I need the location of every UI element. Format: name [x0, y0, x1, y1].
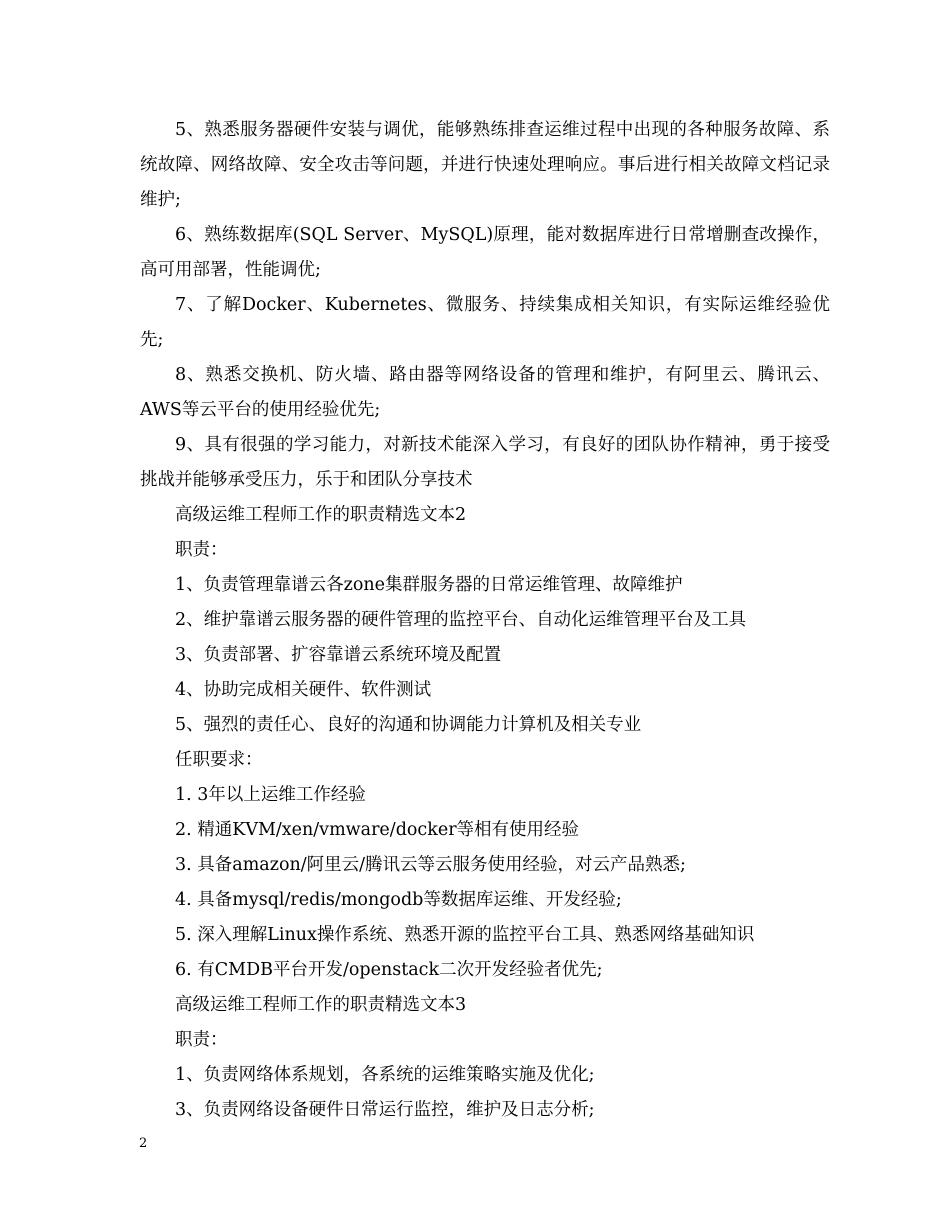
- requirement-item-3: 3. 具备amazon/阿里云/腾讯云等云服务使用经验，对云产品熟悉;: [175, 855, 686, 875]
- duty-item-3: 3、负责部署、扩容靠谱云系统环境及配置: [175, 645, 502, 665]
- duty-item-3-1: 1、负责网络体系规划，各系统的运维策略实施及优化;: [175, 1065, 595, 1085]
- duty-item-4: 4、协助完成相关硬件、软件测试: [175, 680, 432, 700]
- duty-item-3-3: 3、负责网络设备硬件日常运行监控，维护及日志分析;: [175, 1100, 595, 1120]
- page-number: 2: [139, 1136, 148, 1151]
- paragraph-requirement-9: 9、具有很强的学习能力，对新技术能深入学习，有良好的团队协作精神，勇于接受挑战并能够承受压力，乐于和团队分享技术: [140, 435, 830, 490]
- paragraph-requirement-5: 5、熟悉服务器硬件安装与调优，能够熟练排查运维过程中出现的各种服务故障、系统故障、网络故障、安全攻击等问题，并进行快速处理响应。事后进行相关故障文档记录维护;: [140, 120, 830, 210]
- requirement-item-4: 4. 具备mysql/redis/mongodb等数据库运维、开发经验;: [175, 890, 622, 910]
- duties-heading-3: 职责：: [175, 1030, 228, 1050]
- section-title-3: 高级运维工程师工作的职责精选文本3: [175, 995, 467, 1015]
- document-body: [140, 113, 830, 1128]
- requirement-item-2: 2. 精通KVM/xen/vmware/docker等相有使用经验: [175, 820, 580, 840]
- requirement-item-6: 6. 有CMDB平台开发/openstack二次开发经验者优先;: [175, 960, 603, 980]
- paragraph-requirement-8: 8、熟悉交换机、防火墙、路由器等网络设备的管理和维护，有阿里云、腾讯云、AWS等云平台的使用经验优先;: [140, 365, 830, 420]
- requirements-heading: 任职要求：: [175, 750, 263, 770]
- requirement-item-5: 5. 深入理解Linux操作系统、熟悉开源的监控平台工具、熟悉网络基础知识: [175, 925, 755, 945]
- paragraph-requirement-6: 6、熟练数据库(SQL Server、MySQL)原理，能对数据库进行日常增删查改操作，高可用部署，性能调优;: [140, 225, 830, 280]
- duty-item-2: 2、维护靠谱云服务器的硬件管理的监控平台、自动化运维管理平台及工具: [175, 610, 747, 630]
- requirement-item-1: 1. 3年以上运维工作经验: [175, 785, 366, 805]
- duties-heading: 职责：: [175, 540, 228, 560]
- paragraph-requirement-7: 7、了解Docker、Kubernetes、微服务、持续集成相关知识，有实际运维经验优先;: [140, 295, 830, 350]
- duty-item-1: 1、负责管理靠谱云各zone集群服务器的日常运维管理、故障维护: [175, 575, 683, 595]
- duty-item-5: 5、强烈的责任心、良好的沟通和协调能力计算机及相关专业: [175, 715, 642, 735]
- section-title-2: 高级运维工程师工作的职责精选文本2: [175, 505, 467, 525]
